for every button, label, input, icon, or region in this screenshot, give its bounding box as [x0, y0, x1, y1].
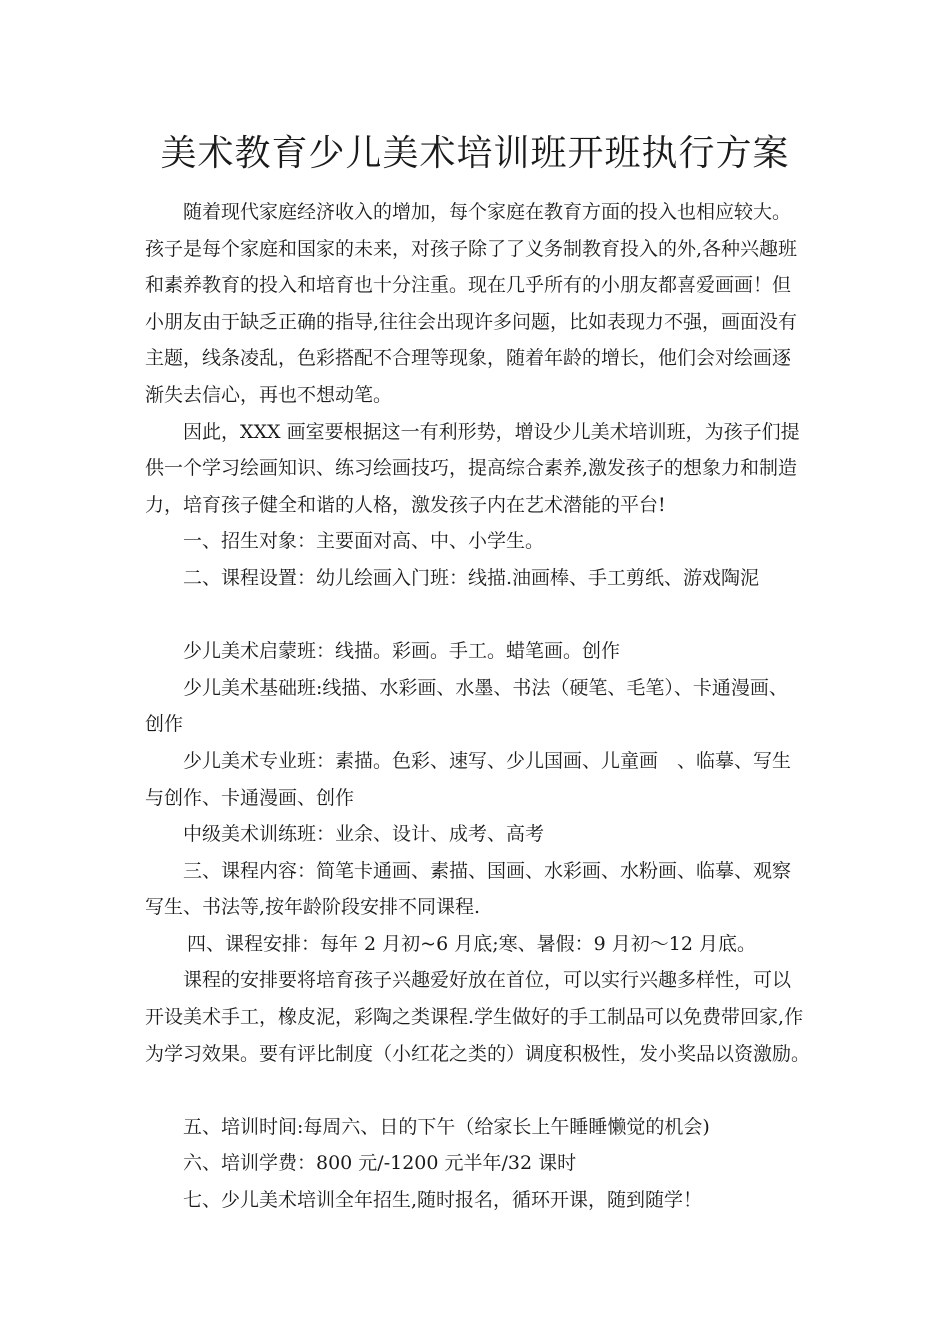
- paragraph-line: 力，培育孩子健全和谐的人格，激发孩子内在艺术潜能的平台!: [145, 493, 666, 516]
- paragraph-line: 主题，线条凌乱，色彩搭配不合理等现象，随着年龄的增长，他们会对绘画逐: [145, 347, 792, 370]
- paragraph-line: 渐失去信心，再也不想动笔。: [145, 383, 393, 406]
- paragraph-line: 为学习效果。要有评比制度（小红花之类的）调度积极性，发小奖品以资激励。: [145, 1042, 811, 1065]
- course-item: 少儿美术基础班:线描、水彩画、水墨、书法（硬笔、毛笔）、卡通漫画、: [183, 676, 788, 699]
- section-courses: 二、课程设置：幼儿绘画入门班：线描.油画棒、手工剪纸、游戏陶泥: [183, 566, 760, 589]
- section-time: 五、培训时间:每周六、日的下午（给家长上午睡睡懒觉的机会): [183, 1115, 710, 1138]
- paragraph-line: 和素养教育的投入和培育也十分注重。现在几乎所有的小朋友都喜爱画画！但: [145, 274, 792, 297]
- paragraph-line: 因此，XXX 画室要根据这一有利形势，增设少儿美术培训班，为孩子们提: [183, 420, 800, 443]
- course-item: 少儿美术启蒙班：线描。彩画。手工。蜡笔画。创作: [183, 640, 621, 663]
- course-item: 中级美术训练班：业余、设计、成考、高考: [183, 823, 545, 846]
- document-body: [145, 194, 825, 1219]
- course-item: 少儿美术专业班：素描。色彩、速写、少儿国画、儿童画 、临摹、写生: [183, 749, 792, 772]
- paragraph-line: 孩子是每个家庭和国家的未来，对孩子除了了义务制教育投入的外,各种兴趣班: [145, 237, 798, 260]
- paragraph-line: 供一个学习绘画知识、练习绘画技巧，提高综合素养,激发孩子的想象力和制造: [145, 457, 798, 480]
- paragraph-line: 小朋友由于缺乏正确的指导,往往会出现许多问题，比如表现力不强，画面没有: [145, 310, 798, 333]
- paragraph-line: 课程的安排要将培育孩子兴趣爱好放在首位，可以实行兴趣多样性，可以: [183, 969, 792, 992]
- document-title: 美术教育少儿美术培训班开班执行方案: [160, 133, 790, 174]
- section-content: 三、课程内容：简笔卡通画、素描、国画、水彩画、水粉画、临摹、观察: [183, 859, 792, 882]
- paragraph-line: 随着现代家庭经济收入的增加，每个家庭在教育方面的投入也相应较大。: [183, 201, 792, 223]
- blank-line: [145, 597, 825, 634]
- section-enrollment: 一、招生对象：主要面对高、中、小学生。: [183, 530, 545, 553]
- section-content-continued: 写生、书法等,按年龄阶段安排不同课程.: [145, 896, 481, 919]
- blank-line: [145, 1072, 825, 1109]
- section-fee: 六、培训学费：800 元/-1200 元半年/32 课时: [183, 1152, 577, 1175]
- section-enrollment-policy: 七、少儿美术培训全年招生,随时报名，循环开课，随到随学！: [183, 1189, 703, 1212]
- paragraph-line: 开设美术手工，橡皮泥，彩陶之类课程.学生做好的手工制品可以免费带回家,作: [145, 1006, 804, 1029]
- course-item-continued: 与创作、卡通漫画、创作: [145, 786, 355, 809]
- section-schedule: 四、课程安排：每年 2 月初~6 月底;寒、暑假：9 月初～12 月底。: [187, 932, 756, 955]
- course-item-continued: 创作: [145, 713, 184, 736]
